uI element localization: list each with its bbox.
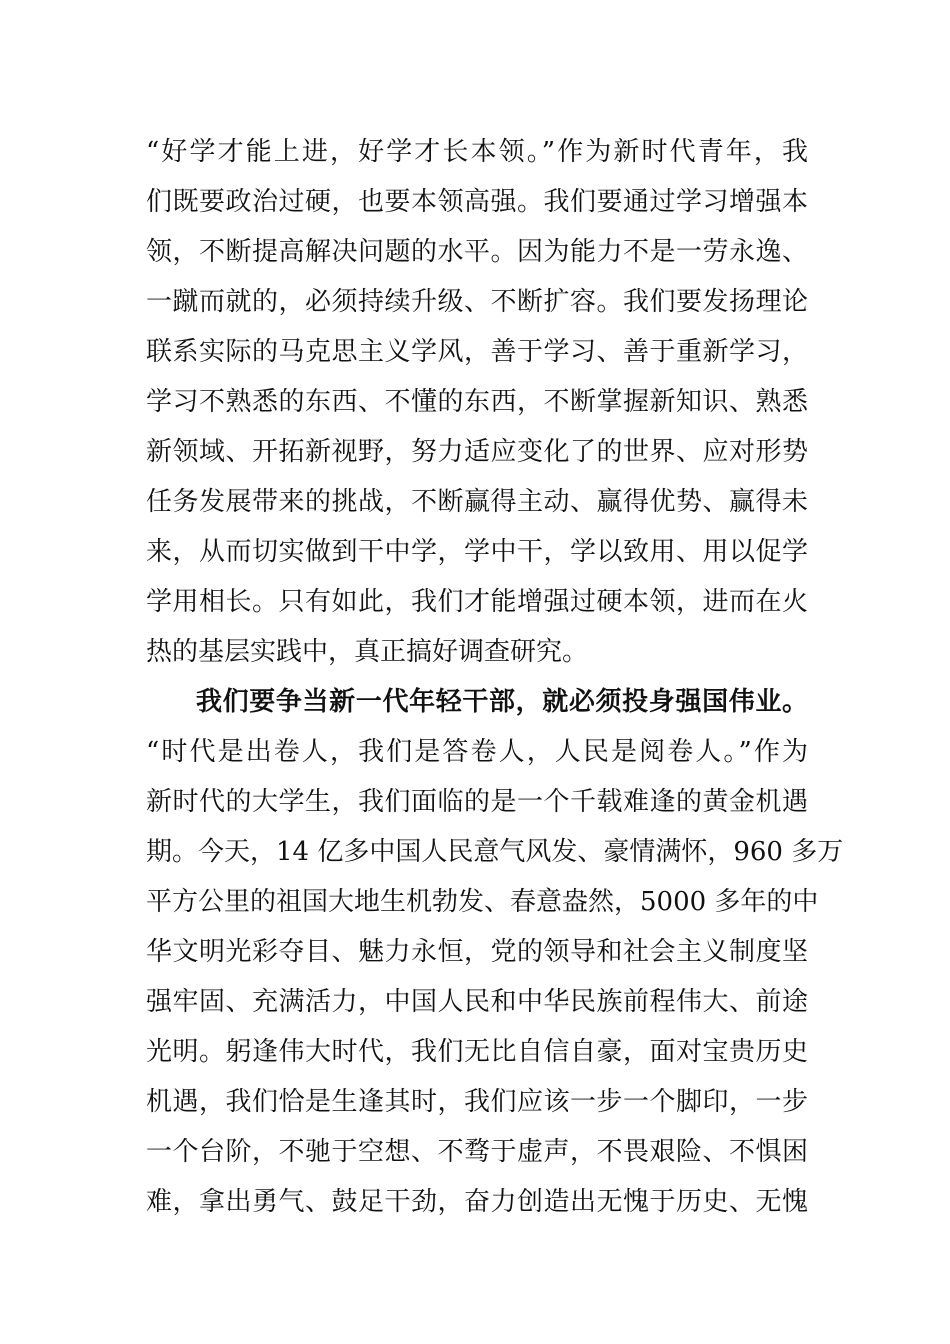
paragraph-1-line: 热的基层实践中，真正搞好调查研究。 xyxy=(146,637,589,667)
paragraph-2-line: 华文明光彩夺目、魅力永恒，党的领导和社会主义制度坚 xyxy=(146,937,808,967)
paragraph-1-line: 来，从而切实做到干中学，学中干，学以致用、用以促学 xyxy=(146,537,808,567)
paragraph-2-line: 期。今天，14 亿多中国人民意气风发、豪情满怀，960 多万 xyxy=(146,837,844,867)
paragraph-2-line: 平方公里的祖国大地生机勃发、春意盎然，5000 多年的中 xyxy=(146,887,819,917)
paragraph-2-heading: 我们要争当新一代年轻干部，就必须投身强国伟业。 xyxy=(196,687,808,717)
paragraph-2-line: 新时代的大学生，我们面临的是一个千载难逢的黄金机遇 xyxy=(146,787,808,817)
paragraph-2-line: 光明。躬逢伟大时代，我们无比自信自豪，面对宝贵历史 xyxy=(146,1037,808,1067)
paragraph-1-line: 领，不断提高解决问题的水平。因为能力不是一劳永逸、 xyxy=(146,237,808,267)
paragraph-1-line: 一蹴而就的，必须持续升级、不断扩容。我们要发扬理论 xyxy=(146,287,808,317)
paragraph-1-line: 任务发展带来的挑战，不断赢得主动、赢得优势、赢得未 xyxy=(146,487,808,517)
paragraph-1-line: “好学才能上进，好学才长本领。”作为新时代青年，我 xyxy=(146,137,808,167)
paragraph-1-line: 联系实际的马克思主义学风，善于学习、善于重新学习， xyxy=(146,337,808,367)
paragraph-1-line: 学用相长。只有如此，我们才能增强过硬本领，进而在火 xyxy=(146,587,808,617)
paragraph-1-line: 学习不熟悉的东西、不懂的东西，不断掌握新知识、熟悉 xyxy=(146,387,808,417)
paragraph-2-line: 强牢固、充满活力，中国人民和中华民族前程伟大、前途 xyxy=(146,987,808,1017)
paragraph-2-line: “时代是出卷人，我们是答卷人，人民是阅卷人。”作为 xyxy=(146,737,808,767)
paragraph-2-line: 一个台阶，不驰于空想、不骛于虚声，不畏艰险、不惧困 xyxy=(146,1137,808,1167)
paragraph-2-line: 机遇，我们恰是生逢其时，我们应该一步一个脚印，一步 xyxy=(146,1087,808,1117)
paragraph-1-line: 们既要政治过硬，也要本领高强。我们要通过学习增强本 xyxy=(146,187,808,217)
paragraph-2-line: 难，拿出勇气、鼓足干劲，奋力创造出无愧于历史、无愧 xyxy=(146,1187,808,1217)
paragraph-1-line: 新领域、开拓新视野，努力适应变化了的世界、应对形势 xyxy=(146,437,808,467)
